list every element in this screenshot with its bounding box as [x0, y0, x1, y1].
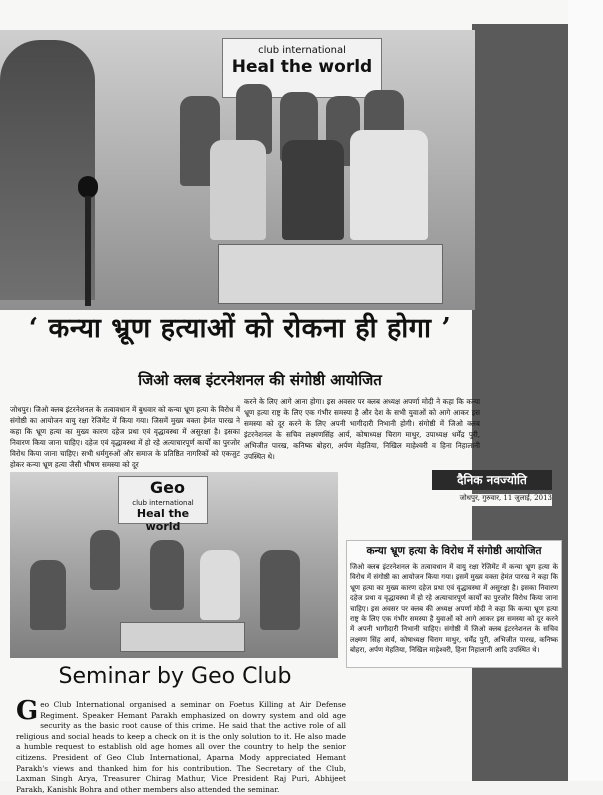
attendee-figure	[30, 560, 66, 630]
article-column-right: करने के लिए आगे आना होगा। इस अवसर पर क्लब अध्यक्ष अपर्णा मोदी ने कहा कि कन्या भ्रूण हत्या राष्ट्र के लिए एक गंभीर समस्या है और देश के सभी युवाओं को आगे आकर इस समस्या को दूर करने के लिए अपनी भागीदारी निभानी होगी। संगोष्ठी में जिओ क्लब इंटरनेशनल के सचिव लक्ष्मणसिंह आर्य, कोषाध्यक्ष चिराग माथुर, उपाध्यक्ष धर्मेंद्र पुरी, अभिजीत पारख, कनिष्क बोहरा, अर्पण मेहतिया, निखिल माहेश्वरी व हिना निहालानी उपस्थित थे।	[244, 397, 480, 461]
article-column-left: जोधपुर। जिओ क्लब इंटरनेशनल के तत्वावधान में बुधवार को कन्या भ्रूण हत्या के विरोध में संगोष्ठी का आयोजन वायु रक्षा रेजिमेंट में किया गया। जिसमें मुख्य वक्ता हेमंत पारख ने कहा कि भ्रूण हत्या का मुख्य कारण दहेज प्रथा एवं वृद्धावस्था में असुरक्षा है। इसका निवारण किया जाना चाहिए। दहेज एवं वृद्धावस्था में हो रहे अत्याचारपूर्ण कार्यों का पुरजोर विरोध किया जाना चाहिए। सभी धर्मगुरुओं और समाज के प्रतिष्ठित नागरिकों को एकजुट होकर कन्या भ्रूण हत्या जैसी भीषण समस्या को दूर	[10, 405, 241, 469]
speaker-figure	[0, 40, 95, 300]
attendee-figure	[350, 130, 428, 240]
banner-slogan-text: Heal the world	[231, 57, 373, 77]
banner-club-text: club international	[132, 499, 194, 507]
newspaper-dateline: जोधपुर, गुरुवार, 11 जुलाई, 2013	[432, 494, 552, 506]
side-article-body: जिओ क्लब इंटरनेशनल के तत्वावधान में वायु रक्षा रेजिमेंट में कन्या भ्रूण हत्या के विरोध में संगोष्ठी का आयोजन किया गया। इसमें मुख्य वक्ता हेमंत पारख ने कहा कि भ्रूण हत्या का मुख्य कारण दहेज प्रथा एवं वृद्धावस्था में असुरक्षा है। इसका निवारण दहेज प्रथा व वृद्धावस्था में हो रहे अत्याचारपूर्ण कार्यों का पुरजोर विरोध किया जाना चाहिए। इस अवसर पर क्लब की अध्यक्ष अपर्णा मोदी ने कहा कि कन्या भ्रूण हत्या राष्ट्र के लिए एक गंभीर समस्या है युवाओं को आगे आकर इस समस्या को दूर करने में अपनी भागीदारी निभानी चाहिए। संगोष्ठी में जिओ क्लब इंटरनेशनल के सचिव लक्ष्मण सिंह आर्य, कोषाध्यक्ष चिराग माथुर, धर्मेंद्र पुरी, अभिजीत पारख, कनिष्क बोहरा, अर्पण मेहतिया, निखिल माहेश्वरी, हिना निहालानी आदि उपस्थित थे।	[350, 563, 558, 655]
presentation-table-small	[120, 622, 245, 652]
main-headline: ‘ कन्या भ्रूण हत्याओं को रोकना ही होगा ’	[28, 313, 452, 344]
banner-slogan-text: Heal the world	[136, 507, 190, 533]
attendee-figure	[210, 140, 266, 240]
english-body-text: eo Club International organised a seminar on Foetus Killing at Air Defense Regiment. Speaker Hemant Parakh emphasized on dowry system and old age security as the basic root cause of this crime. He said that the active role of all religious and social heads to keep a check on it is the only solution to it. He also made a humble request to establish old age homes all over the country to help the senior citizens. President of Geo Club International, Aparna Mody appreciated Hemant Parakh's views and thanked him for his contribution. The Secretary of the Club, Laxman Singh Arya, Treasurer Chirag Mathur, Vice President Raj Puri, Abhijeet Parakh, Kanishk Bohra and other members also attended the seminar.	[16, 700, 346, 794]
banner-club-text: club international	[258, 45, 346, 56]
geo-club-logo: Geo	[150, 478, 185, 497]
english-headline: Seminar by Geo Club	[58, 664, 292, 689]
microphone-stand	[85, 196, 91, 306]
side-article-headline: कन्या भ्रूण हत्या के विरोध में संगोष्ठी आयोजित	[366, 545, 542, 557]
newspaper-masthead: दैनिक नवज्योति	[432, 470, 552, 490]
presentation-table	[218, 244, 443, 304]
attendee-figure	[282, 140, 344, 240]
dropcap-letter: G	[16, 696, 39, 726]
main-subheadline: जिओ क्लब इंटरनेशनल की संगोष्ठी आयोजित	[138, 371, 382, 389]
white-scan-margin	[568, 0, 603, 781]
english-article-body	[16, 696, 346, 794]
attendee-figure	[200, 550, 240, 620]
attendee-figure	[90, 530, 120, 590]
microphone-icon	[78, 176, 98, 198]
attendee-figure	[260, 550, 300, 630]
attendee-figure	[150, 540, 184, 610]
